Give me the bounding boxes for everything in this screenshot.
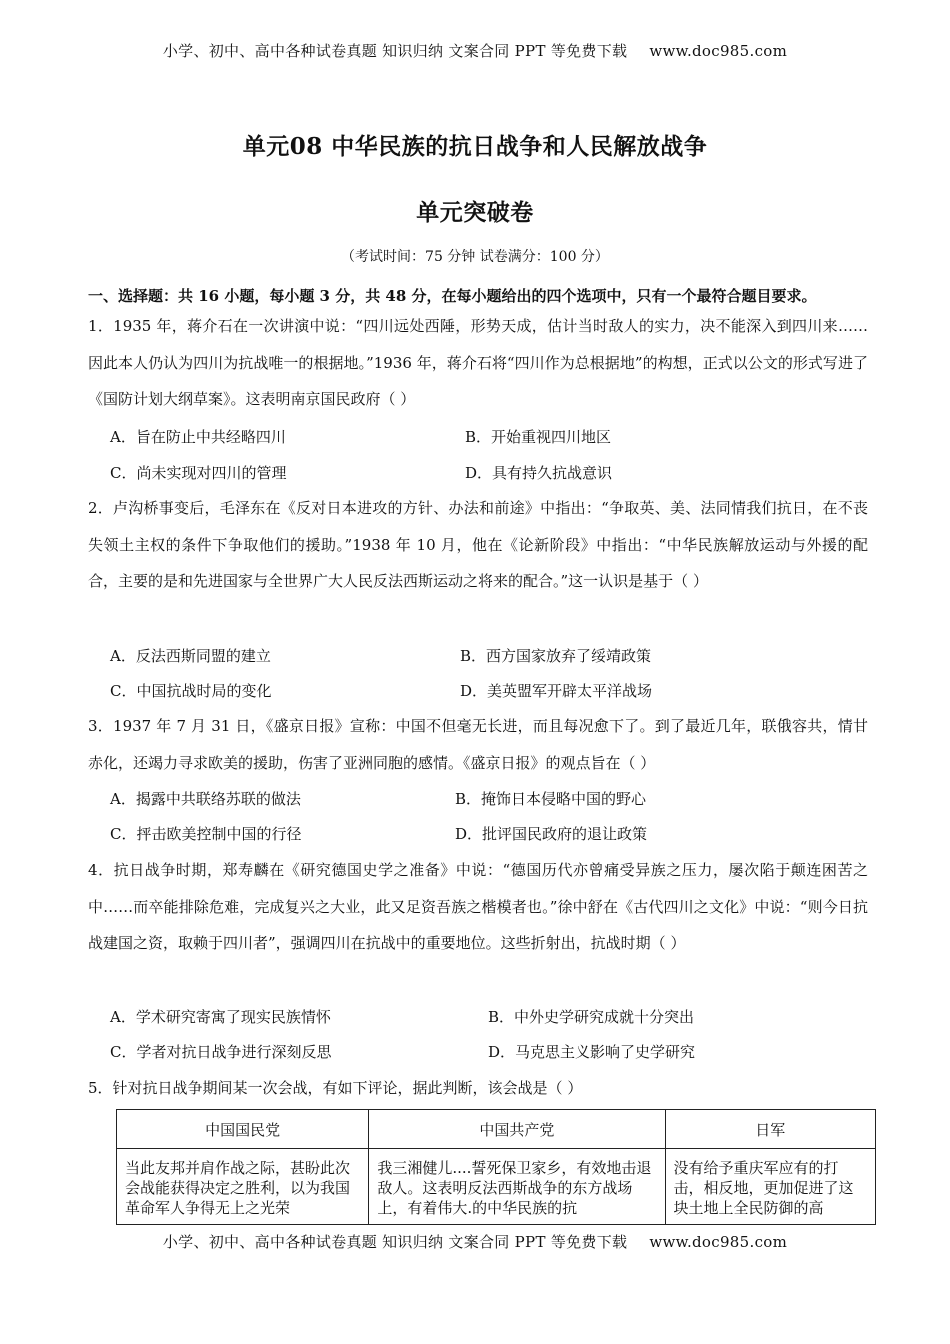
unit-subtitle: 单元突破卷	[416, 199, 534, 226]
question-4-option-c: C．学者对抗日战争进行深刻反思	[110, 1043, 332, 1061]
question-3-option-d: D．批评国民政府的退让政策	[455, 825, 648, 843]
page-footer	[0, 1231, 950, 1252]
question-2-option-c: C．中国抗战时局的变化	[110, 682, 272, 700]
footer-text: 小学、初中、高中各种试卷真题 知识归纳 文案合同 PPT 等免费下载	[162, 1233, 628, 1251]
table-cell-ccp	[369, 1149, 665, 1225]
page-header	[0, 40, 950, 61]
section-heading: 一、选择题：共 16 小题，每小题 3 分，共 48 分，在每小题给出的四个选项中，只有一个最符合题目要求。	[88, 287, 817, 305]
question-4-option-d: D．马克思主义影响了史学研究	[488, 1043, 696, 1061]
table-header-kmt: 中国国民党	[117, 1110, 369, 1149]
question-4-stem: 4．抗日战争时期，郑寿麟在《研究德国史学之准备》中说：“德国历代亦曾痛受异族之压力，屡次陷于颠连困苦之中……而卒能排除危难，完成复兴之大业，此又足资吾族之楷模者也。”徐中舒在《古代四川之文化》中说：“则今日抗战建国之资，取赖于四川者”，强调四川在抗战中的重要地位。这些折射出，抗战时期（ ）	[88, 861, 868, 952]
footer-site-link[interactable]: www.doc985.com	[649, 1233, 788, 1251]
question-3-option-c: C．抨击欧美控制中国的行径	[110, 825, 302, 843]
question-5-stem: 5．针对抗日战争期间某一次会战，有如下评论，据此判断，该会战是（ ）	[88, 1079, 583, 1097]
table-cell-ccp-text: 我三湘健儿....誓死保卫家乡，有效地击退敌人。这表明反法西斯战争的东方战场上，有着伟大.的中华民族的抗	[377, 1159, 652, 1217]
question-1-option-a: A．旨在防止中共经略四川	[110, 428, 286, 446]
question-2-option-b: B．西方国家放弃了绥靖政策	[460, 647, 652, 665]
question-5-table	[116, 1109, 876, 1225]
header-text: 小学、初中、高中各种试卷真题 知识归纳 文案合同 PPT 等免费下载	[162, 42, 628, 60]
table-header-ccp: 中国共产党	[369, 1110, 665, 1149]
question-1-option-b: B．开始重视四川地区	[465, 428, 612, 446]
header-site-link[interactable]: www.doc985.com	[649, 42, 788, 60]
question-2-option-a: A．反法西斯同盟的建立	[110, 647, 271, 665]
question-3-stem: 3．1937 年 7 月 31 日，《盛京日报》宣称：中国不但毫无长进，而且每况愈下了。到了最近几年，联俄容共，情甘赤化，还竭力寻求欧美的援助，伤害了亚洲同胞的感情。《盛京日报》的观点旨在（ ）	[88, 717, 868, 772]
table-cell-kmt	[117, 1149, 369, 1225]
question-3-option-a: A．揭露中共联络苏联的做法	[110, 790, 301, 808]
question-2-option-d: D．美英盟军开辟太平洋战场	[460, 682, 653, 700]
table-cell-japan-text: 没有给予重庆军应有的打击，相反地，更加促进了这块土地上全民防御的高	[673, 1159, 854, 1217]
question-1-stem: 1．1935 年，蒋介石在一次讲演中说：“四川远处西陲，形势天成，估计当时敌人的实力，决不能深入到四川来……因此本人仍认为四川为抗战唯一的根据地。”1936 年，蒋介石将“四川作为总根据地”的构想，正式以公文的形式写进了《国防计划大纲草案》。这表明南京国民政府（ ）	[88, 317, 868, 408]
question-1-option-d: D．具有持久抗战意识	[465, 464, 613, 482]
unit-title: 单元08 中华民族的抗日战争和人民解放战争	[242, 133, 708, 160]
exam-meta: （考试时间：75 分钟 试卷满分：100 分）	[341, 249, 609, 265]
question-1-option-c: C．尚未实现对四川的管理	[110, 464, 287, 482]
table-header-row	[117, 1110, 876, 1149]
question-3-option-b: B．掩饰日本侵略中国的野心	[455, 790, 647, 808]
question-2-stem: 2．卢沟桥事变后，毛泽东在《反对日本进攻的方针、办法和前途》中指出：“争取英、美、法同情我们抗日，在不丧失领土主权的条件下争取他们的援助。”1938 年 10 月，他在《论新阶段》中指出：“中华民族解放运动与外援的配合，主要的是和先进国家与全世界广大人民反法西斯运动之将来的配合。”这一认识是基于（ ）	[88, 499, 868, 590]
question-4-option-b: B．中外史学研究成就十分突出	[488, 1008, 695, 1026]
table-cell-kmt-text: 当此友邦并肩作战之际，甚盼此次会战能获得决定之胜利，以为我国革命军人争得无上之光荣	[125, 1159, 351, 1217]
table-header-japan: 日军	[665, 1110, 875, 1149]
table-cell-japan	[665, 1149, 875, 1225]
table-row	[117, 1149, 876, 1225]
question-4-option-a: A．学术研究寄寓了现实民族情怀	[110, 1008, 331, 1026]
